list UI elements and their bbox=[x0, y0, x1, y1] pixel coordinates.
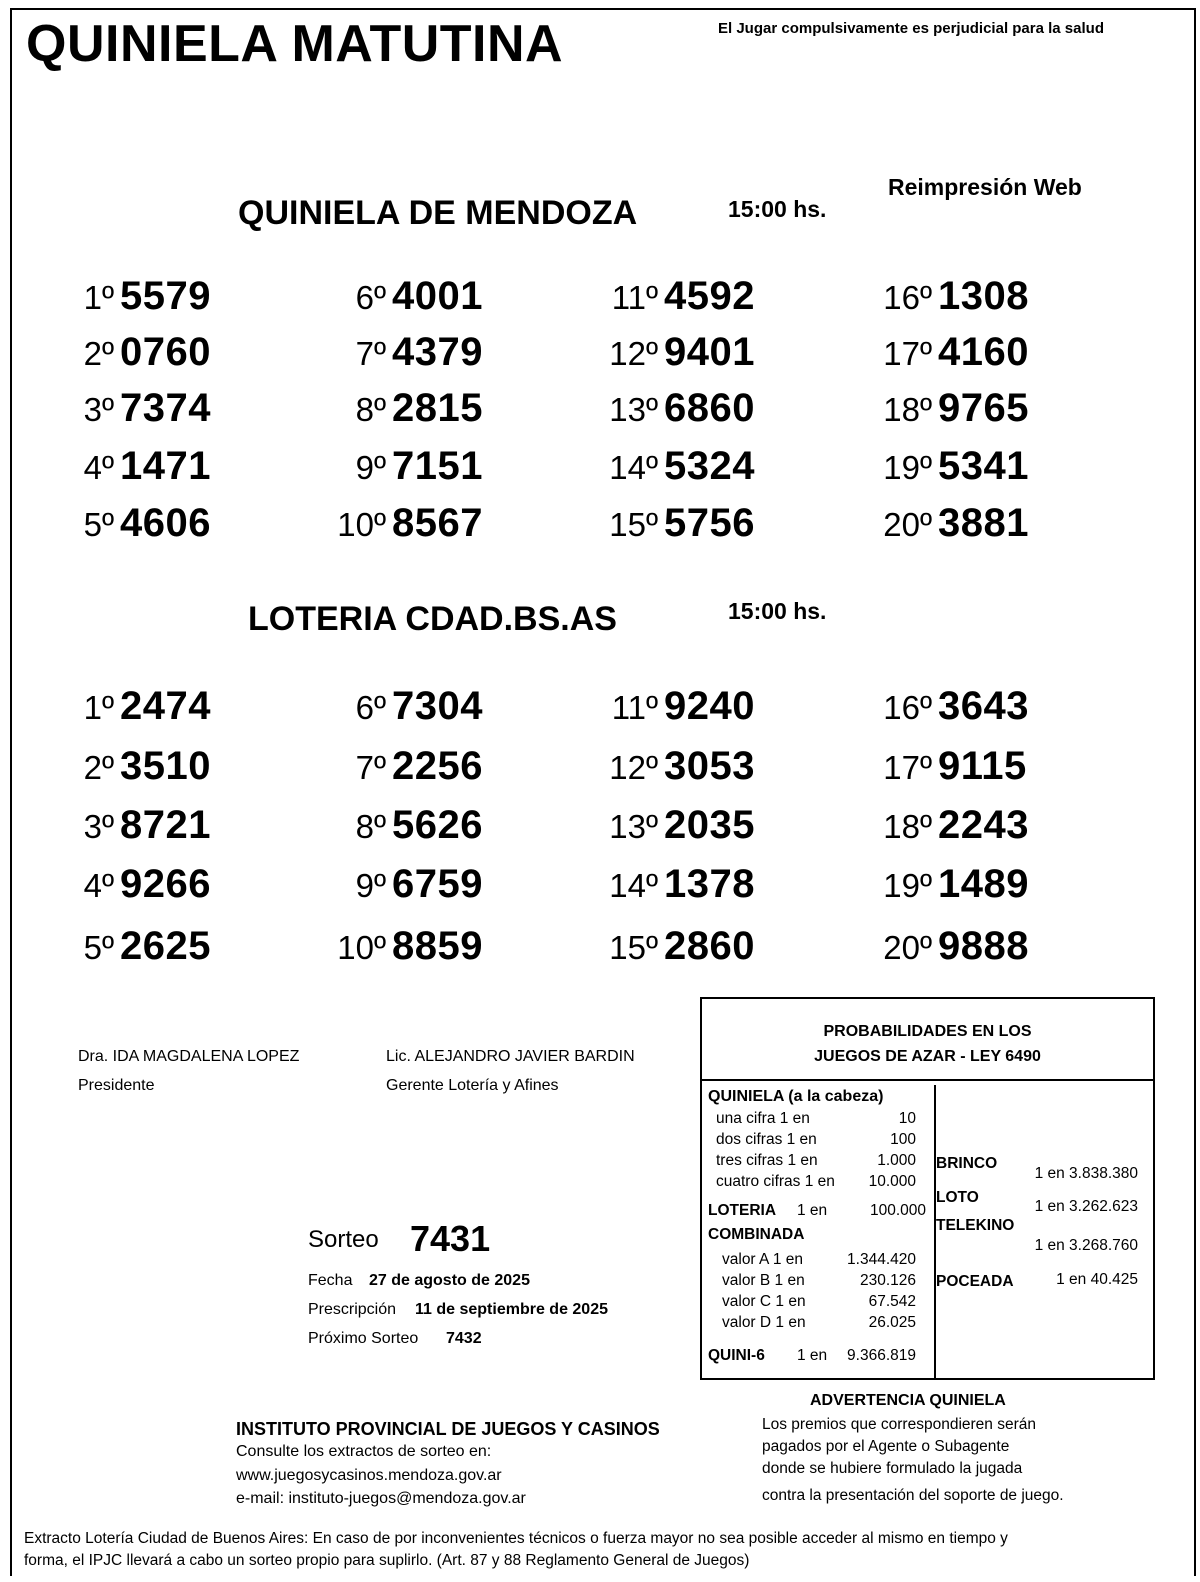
mendoza-time: 15:00 hs. bbox=[728, 196, 827, 222]
fecha-value: 27 de agosto de 2025 bbox=[369, 1272, 530, 1289]
quiniela-prob-label: tres cifras 1 en bbox=[716, 1152, 818, 1169]
quiniela-prob-value: 1.000 bbox=[877, 1152, 916, 1169]
result-item bbox=[84, 749, 114, 787]
result-item bbox=[84, 689, 114, 727]
result-number: 2815 bbox=[392, 386, 483, 430]
result-position: 13º bbox=[609, 391, 658, 428]
quini6-prob-label: QUINI-6 bbox=[708, 1347, 765, 1364]
loteria-time: 15:00 hs. bbox=[728, 598, 827, 624]
result-position: 8º bbox=[355, 391, 386, 428]
result-number: 8859 bbox=[392, 924, 483, 968]
combinada-prob-label: valor A 1 en bbox=[722, 1251, 804, 1268]
result-position: 16º bbox=[883, 689, 932, 726]
result-item bbox=[356, 689, 386, 727]
telekino-prob-label: TELEKINO bbox=[936, 1217, 1015, 1234]
result-position: 15º bbox=[609, 929, 658, 966]
footer-line-1: Extracto Lotería Ciudad de Buenos Aires: En caso de por inconvenientes técnicos o fuerza mayor no sea posible acceder al mismo en tiempo y bbox=[24, 1530, 1008, 1547]
poceada-prob-label: POCEADA bbox=[936, 1273, 1014, 1290]
result-item bbox=[883, 867, 932, 905]
loteria-prob-label: LOTERIA bbox=[708, 1202, 777, 1219]
combinada-prob-value: 1.344.420 bbox=[847, 1251, 916, 1268]
result-number: 3643 bbox=[938, 684, 1029, 728]
result-number: 3053 bbox=[664, 744, 755, 788]
result-position: 20º bbox=[883, 929, 932, 966]
quiniela-prob-label: una cifra 1 en bbox=[716, 1110, 810, 1127]
result-item bbox=[356, 449, 386, 487]
sorteo-number: 7431 bbox=[410, 1218, 491, 1259]
result-number: 2474 bbox=[120, 684, 211, 728]
combinada-prob-label: valor B 1 en bbox=[722, 1272, 805, 1289]
quini6-prob-en: 1 en bbox=[797, 1347, 828, 1364]
result-item bbox=[883, 449, 932, 487]
result-item bbox=[337, 506, 386, 544]
result-number: 2035 bbox=[664, 803, 755, 847]
result-item bbox=[609, 749, 658, 787]
footer-line-2: forma, el IPJC llevará a cabo un sorteo propio para suplirlo. (Art. 87 y 88 Reglamento General de Juegos) bbox=[24, 1552, 750, 1569]
result-item bbox=[84, 506, 114, 544]
combinada-prob-value: 26.025 bbox=[868, 1314, 916, 1331]
institute-name: INSTITUTO PROVINCIAL DE JUEGOS Y CASINOS bbox=[236, 1419, 660, 1439]
result-item bbox=[356, 749, 386, 787]
result-number: 9240 bbox=[664, 684, 755, 728]
mendoza-title: QUINIELA DE MENDOZA bbox=[238, 194, 638, 232]
combinada-prob-label: valor D 1 en bbox=[722, 1314, 806, 1331]
result-position: 9º bbox=[355, 449, 386, 486]
institute-consult: Consulte los extractos de sorteo en: bbox=[236, 1443, 492, 1460]
result-item bbox=[612, 689, 658, 727]
loteria-title: LOTERIA CDAD.BS.AS bbox=[248, 600, 617, 638]
result-position: 13º bbox=[609, 808, 658, 845]
result-position: 6º bbox=[355, 279, 386, 316]
probabilities-title-1: PROBABILIDADES EN LOS bbox=[823, 1023, 1032, 1040]
result-number: 7374 bbox=[120, 386, 211, 430]
quiniela-prob-title: QUINIELA (a la cabeza) bbox=[708, 1088, 884, 1105]
gambling-warning: El Jugar compulsivamente es perjudicial para la salud bbox=[718, 20, 1104, 37]
quiniela-prob-label: cuatro cifras 1 en bbox=[716, 1173, 835, 1190]
result-position: 3º bbox=[83, 808, 114, 845]
result-position: 16º bbox=[883, 279, 932, 316]
result-item bbox=[84, 279, 114, 317]
result-position: 20º bbox=[883, 506, 932, 543]
result-number: 9888 bbox=[938, 924, 1029, 968]
result-number: 9266 bbox=[120, 862, 211, 906]
result-item bbox=[883, 749, 932, 787]
result-item bbox=[84, 929, 114, 967]
result-position: 11º bbox=[611, 279, 658, 316]
result-position: 7º bbox=[355, 749, 386, 786]
advertencia-line: donde se hubiere formulado la jugada bbox=[762, 1460, 1023, 1477]
page-title: QUINIELA MATUTINA bbox=[26, 15, 564, 73]
result-position: 3º bbox=[83, 391, 114, 428]
result-number: 8567 bbox=[392, 501, 483, 545]
result-item bbox=[883, 929, 932, 967]
result-position: 17º bbox=[883, 749, 932, 786]
advertencia-line: contra la presentación del soporte de juego. bbox=[762, 1487, 1064, 1504]
combinada-prob-value: 230.126 bbox=[859, 1272, 916, 1289]
loteria-prob-en: 1 en bbox=[797, 1202, 828, 1219]
result-position: 14º bbox=[609, 867, 658, 904]
quiniela-prob-value: 10.000 bbox=[868, 1173, 916, 1190]
result-item bbox=[609, 335, 658, 373]
manager-name: Lic. ALEJANDRO JAVIER BARDIN bbox=[386, 1048, 635, 1065]
quiniela-prob-value: 100 bbox=[890, 1131, 916, 1148]
result-number: 9401 bbox=[664, 330, 755, 374]
advertencia-line: pagados por el Agente o Subagente bbox=[762, 1438, 1010, 1455]
result-item bbox=[84, 867, 114, 905]
result-number: 9765 bbox=[938, 386, 1029, 430]
reprint-label: Reimpresión Web bbox=[888, 174, 1082, 200]
result-item bbox=[883, 391, 932, 429]
result-position: 9º bbox=[355, 867, 386, 904]
result-item bbox=[883, 808, 932, 846]
result-number: 2256 bbox=[392, 744, 483, 788]
result-number: 1471 bbox=[120, 444, 211, 488]
quiniela-prob-value: 10 bbox=[898, 1110, 916, 1127]
president-role: Presidente bbox=[78, 1077, 155, 1094]
result-item bbox=[883, 279, 932, 317]
result-position: 19º bbox=[883, 867, 932, 904]
sorteo-label: Sorteo bbox=[308, 1226, 379, 1253]
institute-email: e-mail: instituto-juegos@mendoza.gov.ar bbox=[236, 1490, 526, 1507]
result-position: 17º bbox=[883, 335, 932, 372]
result-item bbox=[612, 279, 658, 317]
result-item bbox=[356, 391, 386, 429]
result-position: 2º bbox=[83, 335, 114, 372]
result-position: 12º bbox=[609, 749, 658, 786]
probabilities-header bbox=[702, 999, 1153, 1081]
result-item bbox=[356, 867, 386, 905]
result-number: 4606 bbox=[120, 501, 211, 545]
result-number: 7304 bbox=[392, 684, 483, 728]
result-position: 1º bbox=[83, 279, 114, 316]
result-position: 18º bbox=[883, 808, 932, 845]
combinada-prob-value: 67.542 bbox=[868, 1293, 916, 1310]
loto-prob-value: 1 en 3.262.623 bbox=[1034, 1198, 1138, 1215]
proximo-sorteo-value: 7432 bbox=[446, 1330, 482, 1347]
institute-website: www.juegosycasinos.mendoza.gov.ar bbox=[236, 1467, 502, 1484]
result-number: 6860 bbox=[664, 386, 755, 430]
result-number: 5579 bbox=[120, 274, 211, 318]
brinco-prob-label: BRINCO bbox=[936, 1155, 998, 1172]
result-number: 2625 bbox=[120, 924, 211, 968]
result-position: 12º bbox=[609, 335, 658, 372]
combinada-prob-label: valor C 1 en bbox=[722, 1293, 806, 1310]
result-item bbox=[609, 391, 658, 429]
result-item bbox=[883, 506, 932, 544]
result-number: 5324 bbox=[664, 444, 755, 488]
result-number: 4379 bbox=[392, 330, 483, 374]
result-number: 5341 bbox=[938, 444, 1029, 488]
result-item bbox=[609, 449, 658, 487]
result-position: 14º bbox=[609, 449, 658, 486]
result-item bbox=[883, 335, 932, 373]
quini6-prob-value: 9.366.819 bbox=[847, 1347, 916, 1364]
telekino-prob-value: 1 en 3.268.760 bbox=[1034, 1237, 1138, 1254]
president-name: Dra. IDA MAGDALENA LOPEZ bbox=[78, 1048, 300, 1065]
result-item bbox=[609, 808, 658, 846]
combinada-prob-title: COMBINADA bbox=[708, 1226, 805, 1243]
result-item bbox=[356, 335, 386, 373]
result-number: 1378 bbox=[664, 862, 755, 906]
result-position: 18º bbox=[883, 391, 932, 428]
result-position: 2º bbox=[83, 749, 114, 786]
loteria-prob-value: 100.000 bbox=[869, 1202, 926, 1219]
prescripcion-label: Prescripción bbox=[308, 1301, 397, 1318]
result-position: 1º bbox=[83, 689, 114, 726]
result-position: 5º bbox=[83, 506, 114, 543]
result-number: 6759 bbox=[392, 862, 483, 906]
quiniela-prob-label: dos cifras 1 en bbox=[716, 1131, 817, 1148]
result-number: 3510 bbox=[120, 744, 211, 788]
result-item bbox=[356, 808, 386, 846]
advertencia-line: Los premios que correspondieren serán bbox=[762, 1416, 1036, 1433]
result-position: 11º bbox=[611, 689, 658, 726]
proximo-sorteo-label: Próximo Sorteo bbox=[308, 1330, 419, 1347]
loto-prob-label: LOTO bbox=[936, 1189, 979, 1206]
result-item bbox=[356, 279, 386, 317]
result-position: 7º bbox=[355, 335, 386, 372]
result-number: 0760 bbox=[120, 330, 211, 374]
result-number: 7151 bbox=[392, 444, 483, 488]
manager-role: Gerente Lotería y Afines bbox=[386, 1077, 559, 1094]
probabilities-box bbox=[700, 997, 1155, 1380]
result-number: 1489 bbox=[938, 862, 1029, 906]
result-position: 4º bbox=[83, 867, 114, 904]
result-number: 2243 bbox=[938, 803, 1029, 847]
brinco-prob-value: 1 en 3.838.380 bbox=[1034, 1165, 1138, 1182]
result-number: 4160 bbox=[938, 330, 1029, 374]
result-item bbox=[609, 506, 658, 544]
result-position: 19º bbox=[883, 449, 932, 486]
result-number: 8721 bbox=[120, 803, 211, 847]
result-position: 6º bbox=[355, 689, 386, 726]
result-item bbox=[609, 867, 658, 905]
result-item bbox=[883, 689, 932, 727]
result-position: 15º bbox=[609, 506, 658, 543]
result-item bbox=[337, 929, 386, 967]
result-position: 4º bbox=[83, 449, 114, 486]
poceada-prob-value: 1 en 40.425 bbox=[1056, 1271, 1138, 1288]
result-number: 1308 bbox=[938, 274, 1029, 318]
result-number: 2860 bbox=[664, 924, 755, 968]
result-number: 3881 bbox=[938, 501, 1029, 545]
result-number: 9115 bbox=[938, 744, 1027, 788]
result-number: 5756 bbox=[664, 501, 755, 545]
result-item bbox=[609, 929, 658, 967]
probabilities-title-2: JUEGOS DE AZAR - LEY 6490 bbox=[814, 1048, 1041, 1065]
result-position: 8º bbox=[355, 808, 386, 845]
result-position: 10º bbox=[337, 506, 386, 543]
prescripcion-value: 11 de septiembre de 2025 bbox=[415, 1301, 608, 1318]
result-item bbox=[84, 391, 114, 429]
result-item bbox=[84, 449, 114, 487]
result-number: 5626 bbox=[392, 803, 483, 847]
result-position: 5º bbox=[83, 929, 114, 966]
result-number: 4001 bbox=[392, 274, 483, 318]
advertencia-title: ADVERTENCIA QUINIELA bbox=[810, 1392, 1006, 1409]
fecha-label: Fecha bbox=[308, 1272, 353, 1289]
result-item bbox=[84, 335, 114, 373]
result-item bbox=[84, 808, 114, 846]
result-position: 10º bbox=[337, 929, 386, 966]
result-number: 4592 bbox=[664, 274, 755, 318]
